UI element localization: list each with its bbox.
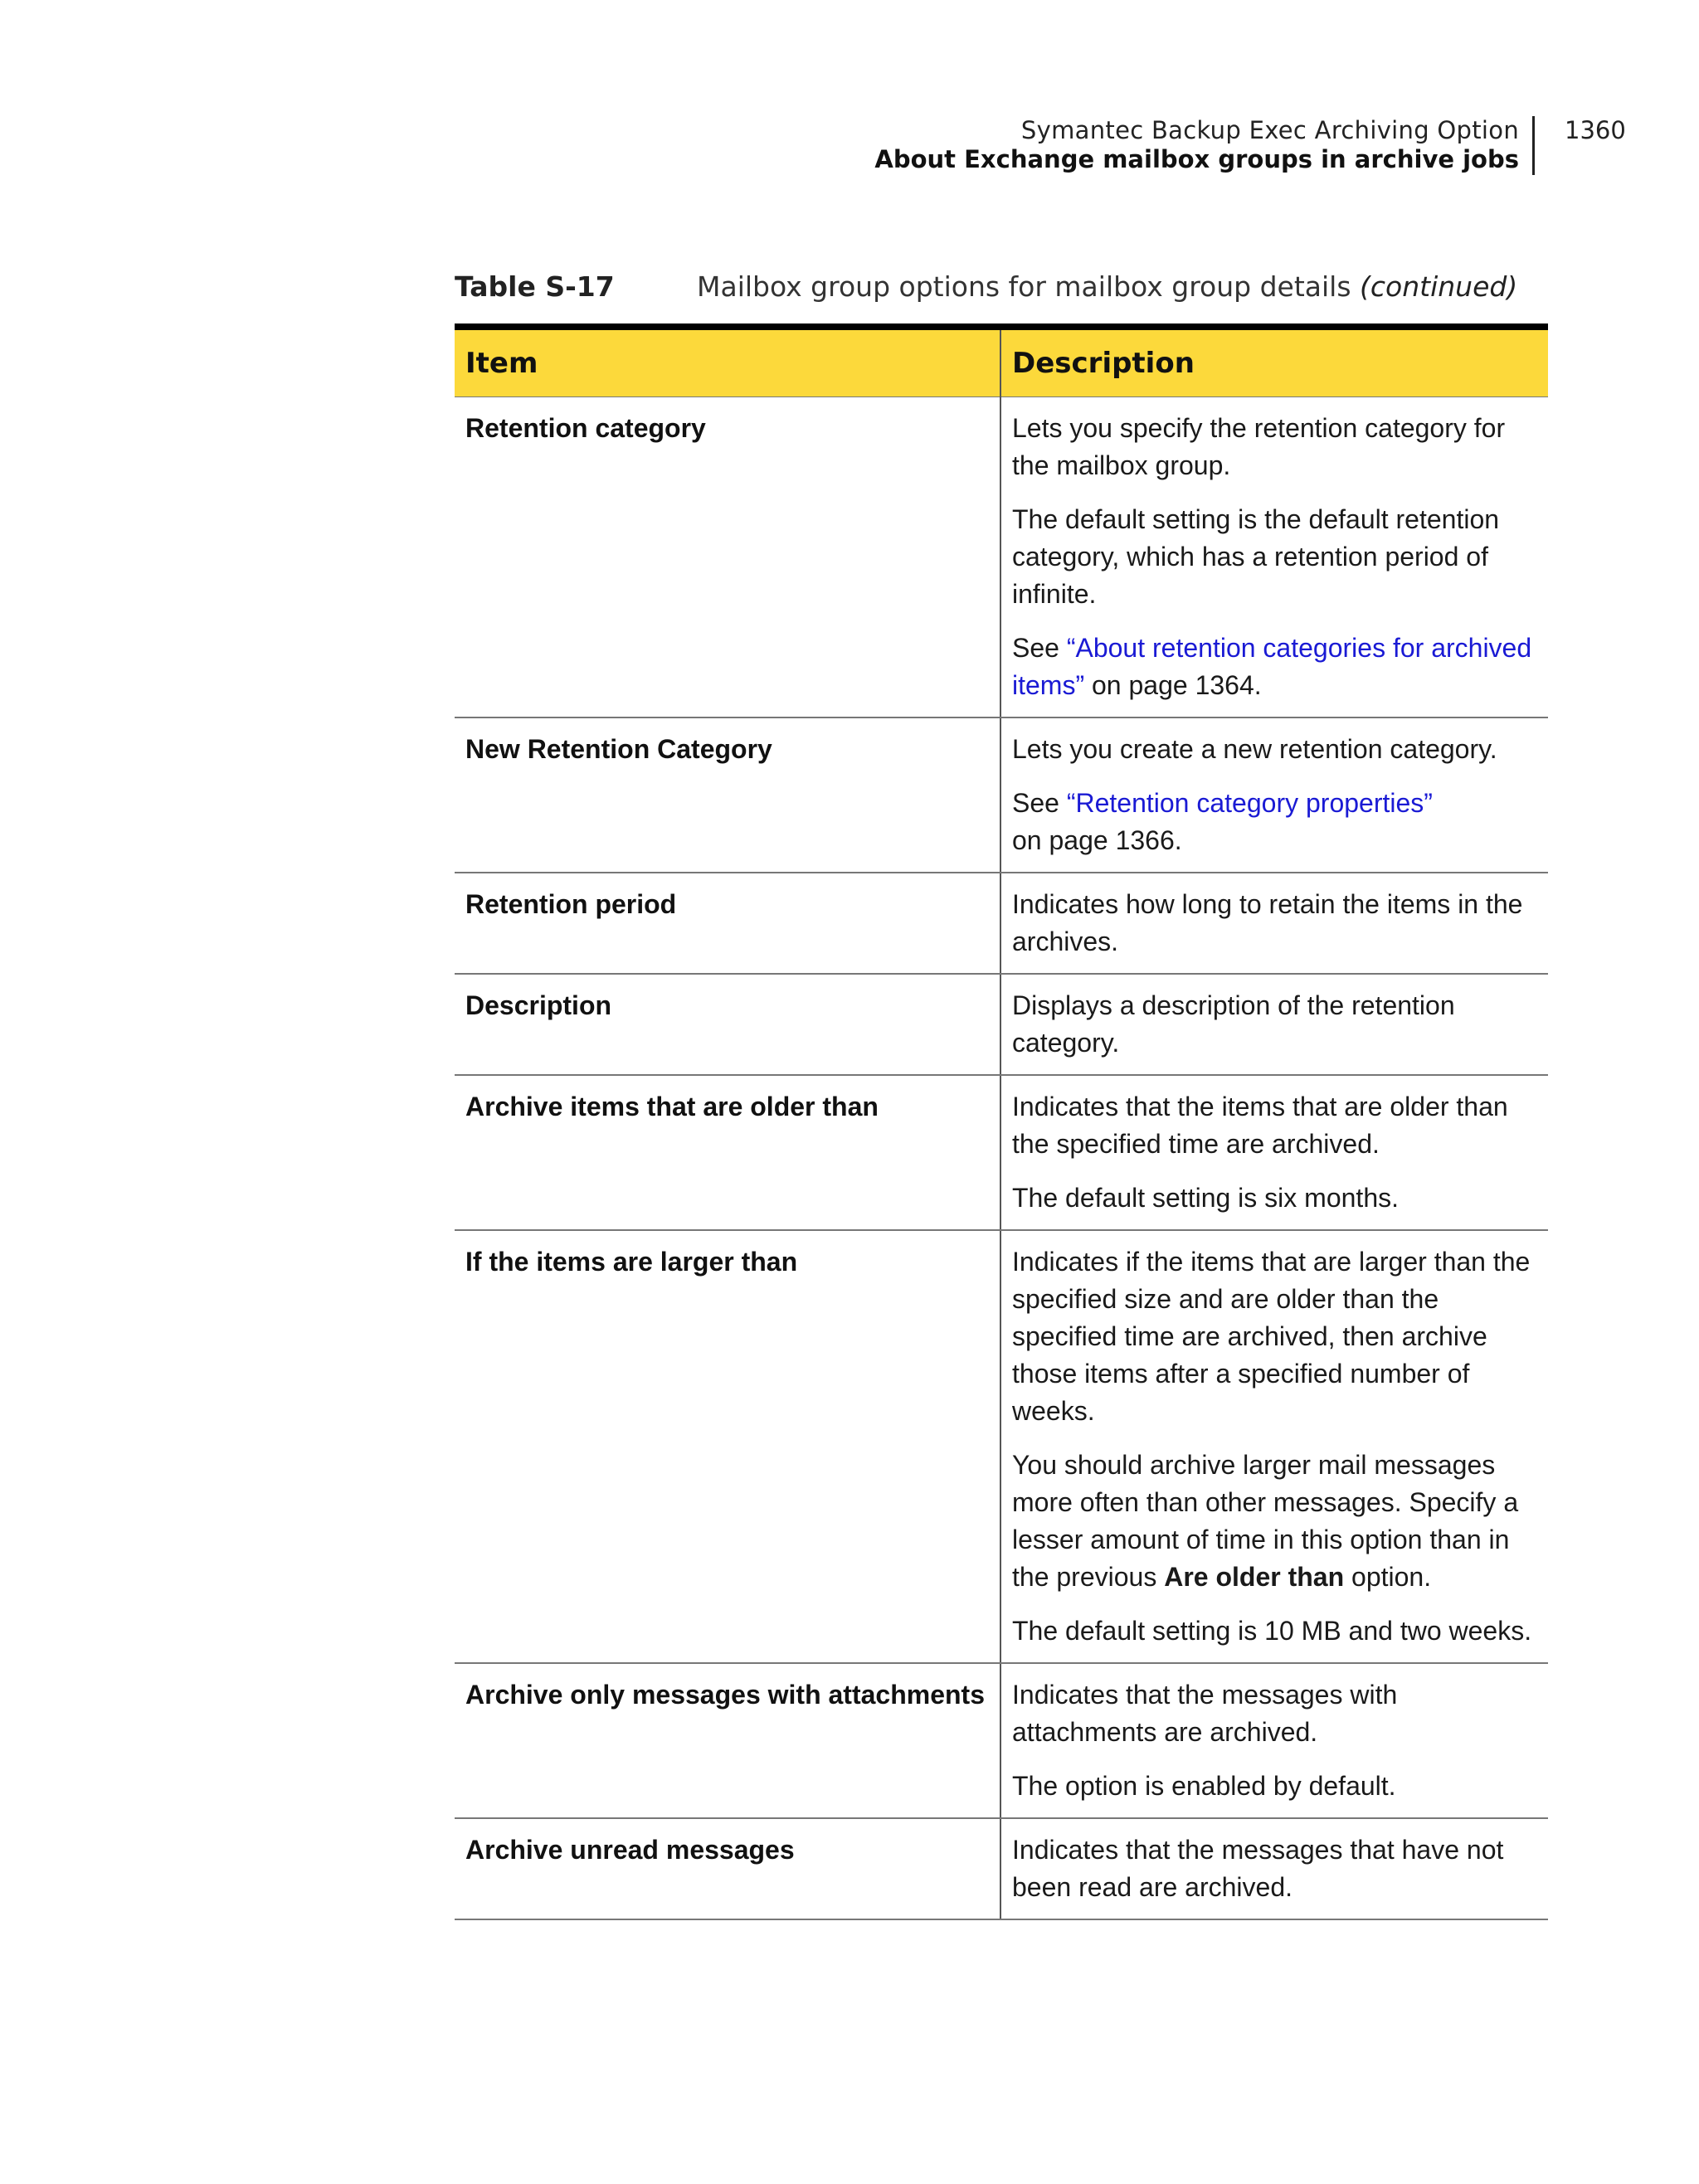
description-text: The default setting is 10 MB and two weeks.	[1012, 1616, 1532, 1646]
options-table	[455, 323, 1548, 1920]
description-text: Indicates how long to retain the items in the archives.	[1012, 889, 1523, 956]
item-cell: Retention period	[455, 873, 1000, 974]
description-text: Lets you create a new retention category.	[1012, 734, 1497, 764]
page-number: 1360	[1565, 116, 1626, 144]
table-row	[455, 1075, 1548, 1230]
see-also	[1012, 785, 1537, 859]
description-text: Indicates that the messages with attachments are archived.	[1012, 1680, 1398, 1747]
description-cell	[1000, 717, 1548, 873]
table-row	[455, 717, 1548, 873]
description-cell	[1000, 873, 1548, 974]
table-row	[455, 1818, 1548, 1919]
section-title: About Exchange mailbox groups in archive jobs	[874, 145, 1519, 174]
running-head-text	[874, 116, 1535, 175]
description-text	[1012, 1447, 1537, 1596]
table-header-row	[455, 327, 1548, 397]
see-also	[1012, 630, 1537, 704]
description-cell	[1000, 1818, 1548, 1919]
table-row	[455, 873, 1548, 974]
item-cell: Description	[455, 974, 1000, 1075]
column-header-item: Item	[455, 327, 1000, 397]
description-text: Indicates if the items that are larger than the specified size and are older than the specified time are archived, then archive those items after a specified number of weeks.	[1012, 1247, 1531, 1426]
cross-reference-link[interactable]: “Retention category properties”	[1066, 788, 1433, 818]
table-caption	[455, 270, 1550, 303]
table-row	[455, 974, 1548, 1075]
page-reference: on page 1364.	[1084, 670, 1262, 700]
description-text: The option is enabled by default.	[1012, 1771, 1396, 1801]
description-text: Indicates that the messages that have not been read are archived.	[1012, 1835, 1504, 1902]
column-header-description: Description	[1000, 327, 1548, 397]
table-label: Table S-17	[455, 270, 615, 303]
table-row	[455, 397, 1548, 718]
table-continued: (continued)	[1360, 270, 1518, 303]
description-cell	[1000, 974, 1548, 1075]
description-text: Lets you specify the retention category for the mailbox group.	[1012, 413, 1506, 480]
option-name: Are older than	[1164, 1562, 1345, 1592]
description-cell	[1000, 397, 1548, 718]
description-text: The default setting is six months.	[1012, 1183, 1399, 1213]
description-text-part: You should archive larger mail messages more often than other messages. Specify a lesser amount of time in this option than in the previous	[1012, 1450, 1519, 1592]
item-cell: If the items are larger than	[455, 1230, 1000, 1663]
item-cell: Retention category	[455, 397, 1000, 718]
description-cell	[1000, 1230, 1548, 1663]
description-text: Indicates that the items that are older than the specified time are archived.	[1012, 1092, 1508, 1159]
see-text: See	[1012, 633, 1067, 663]
item-cell: Archive items that are older than	[455, 1075, 1000, 1230]
description-text: Displays a description of the retention category.	[1012, 990, 1455, 1058]
description-cell	[1000, 1663, 1548, 1818]
description-text-part: option.	[1344, 1562, 1432, 1592]
description-cell	[1000, 1075, 1548, 1230]
see-text: See	[1012, 788, 1067, 818]
table-row	[455, 1230, 1548, 1663]
guide-title: Symantec Backup Exec Archiving Option	[1020, 116, 1519, 144]
table-row	[455, 1663, 1548, 1818]
running-head	[874, 116, 1535, 175]
item-cell: Archive unread messages	[455, 1818, 1000, 1919]
page-reference: on page 1366.	[1012, 825, 1182, 855]
cross-reference-link[interactable]: “About retention categories for archived items”	[1012, 633, 1532, 700]
table-title: Mailbox group options for mailbox group details	[697, 270, 1351, 303]
item-cell: New Retention Category	[455, 717, 1000, 873]
description-text: The default setting is the default retention category, which has a retention period of infinite.	[1012, 504, 1500, 609]
item-cell: Archive only messages with attachments	[455, 1663, 1000, 1818]
